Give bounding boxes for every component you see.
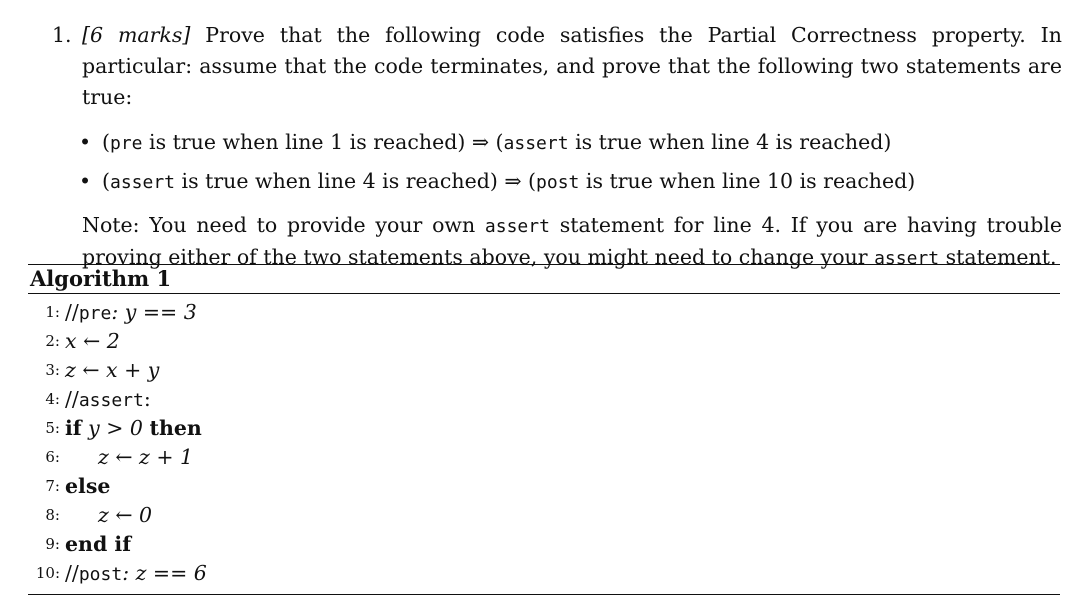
line-number: 3: [45, 361, 60, 379]
code-text: z ← 0 [98, 503, 153, 527]
question-intro [82, 20, 1062, 113]
line-number: 7: [45, 477, 60, 495]
keyword-post: post [78, 564, 123, 585]
line-number: 6: [45, 448, 60, 466]
line-number: 10: [35, 564, 60, 582]
keyword-pre: pre [78, 303, 112, 324]
question-number: 1. [52, 23, 72, 47]
code-text: x ← 2 [65, 329, 120, 353]
code-line: 4: //assert: [28, 385, 1060, 414]
code-line [28, 472, 1060, 501]
code-line [28, 327, 1060, 356]
algorithm-block [28, 264, 1060, 595]
keyword-pre: pre [110, 133, 143, 154]
code-text: z ← x + y [65, 358, 160, 382]
keyword-end-if: end if [65, 532, 132, 556]
keyword-post: post [536, 172, 580, 193]
keyword-assert: assert [874, 248, 940, 269]
code-line: 10: //post: z == 6 [28, 559, 1060, 588]
code-text: z ← z + 1 [98, 445, 194, 469]
keyword-assert: assert [503, 133, 569, 154]
keyword-else: else [65, 474, 111, 498]
line-number: 4: [45, 390, 60, 408]
keyword-assert: assert [110, 172, 176, 193]
statement-list [52, 127, 1062, 198]
line-number: 1: [45, 303, 60, 321]
line-number: 2: [45, 332, 60, 350]
code-line [28, 356, 1060, 385]
question-intro-text: Prove that the following code satisfies the Partial Correctness property. In particular: assume that the code terminates, and prove that the following two statements are true: [82, 23, 1062, 109]
code-line: 5: if y > 0 then [28, 414, 1060, 443]
question-marks: [6 marks] [82, 23, 191, 47]
line-number: 5: [45, 419, 60, 437]
keyword-if: if [65, 416, 82, 440]
note-paragraph: Note: You need to provide your own assert statement for line 4. If you are having trouble proving either of the two statements above, you might need to change your assert statement. [82, 213, 1063, 269]
statement-item: • (pre is true when line 1 is reached) ⇒ (assert is true when line 4 is reached) [52, 127, 1062, 159]
algorithm-lines [28, 294, 1060, 595]
line-number: 9: [45, 535, 60, 553]
question-block [52, 20, 1062, 274]
code-line [28, 501, 1060, 530]
keyword-assert: assert [78, 390, 144, 411]
algorithm-caption: Algorithm 1 [28, 265, 1060, 294]
keyword-assert: assert [484, 216, 550, 237]
code-line: 1: //pre: y == 3 [28, 298, 1060, 327]
statement-item: • (assert is true when line 4 is reached) ⇒ (post is true when line 10 is reached) [52, 166, 1062, 198]
keyword-then: then [149, 416, 202, 440]
code-line [28, 443, 1060, 472]
code-line [28, 530, 1060, 559]
line-number: 8: [45, 506, 60, 524]
